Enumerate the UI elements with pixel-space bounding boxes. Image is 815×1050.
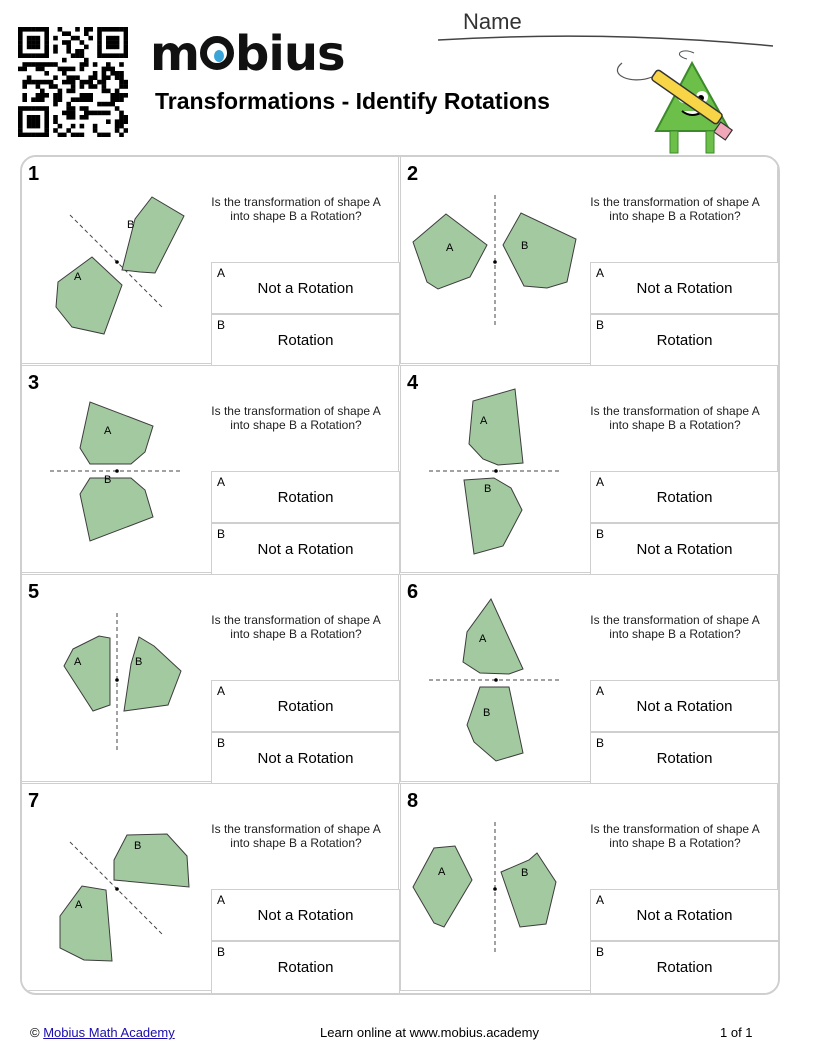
option-letter: B (217, 736, 226, 750)
option-letter: A (596, 266, 605, 280)
shape-b-label: B (521, 867, 529, 879)
shape-a-label: A (74, 271, 82, 283)
center-point (115, 469, 119, 473)
rotation-figure (401, 157, 589, 365)
shape-a (60, 886, 112, 961)
center-point (115, 260, 119, 264)
problem-number: 6 (407, 581, 419, 603)
shape-b-label: B (521, 240, 529, 252)
shape-a (413, 846, 472, 927)
answer-option-b[interactable] (590, 523, 779, 575)
option-letter: B (217, 527, 226, 541)
shape-a (56, 257, 122, 334)
shape-b-label: B (104, 474, 112, 486)
shape-a-label: A (479, 633, 487, 645)
center-point (115, 678, 119, 682)
problem-grid (20, 155, 780, 995)
shape-a-label: A (480, 415, 488, 427)
option-text: Not a Rotation (257, 750, 354, 767)
option-letter: A (217, 684, 226, 698)
problem-4 (400, 365, 778, 573)
option-letter: A (217, 266, 226, 280)
shape-b-label: B (127, 219, 135, 231)
mobius-logo: m bius (150, 26, 345, 82)
option-letter: B (596, 945, 605, 959)
option-letter: B (217, 945, 226, 959)
problem-1 (21, 156, 399, 364)
answer-option-b[interactable] (590, 941, 779, 993)
center-point (494, 678, 498, 682)
answer-option-a[interactable] (211, 262, 400, 314)
answer-option-a[interactable] (211, 471, 400, 523)
problem-number: 1 (28, 163, 40, 185)
center-point (115, 887, 119, 891)
rotation-figure (22, 784, 210, 992)
shape-a-label: A (104, 425, 112, 437)
option-text: Not a Rotation (257, 280, 354, 297)
option-letter: A (596, 684, 605, 698)
answer-option-a[interactable] (211, 680, 400, 732)
shape-a (80, 402, 153, 464)
option-text: Rotation (656, 332, 713, 349)
shape-b-label: B (484, 483, 492, 495)
shape-a (463, 599, 523, 674)
answer-option-b[interactable] (211, 314, 400, 366)
footer-page-number: 1 of 1 (720, 1025, 753, 1040)
question-text: Is the transformation of shape A into shape B a Rotation? (590, 195, 760, 223)
option-text: Rotation (656, 750, 713, 767)
shape-b (503, 213, 576, 288)
option-letter: A (217, 475, 226, 489)
problem-3 (21, 365, 399, 573)
option-text: Rotation (277, 698, 334, 715)
question-text: Is the transformation of shape A into shape B a Rotation? (590, 822, 760, 850)
shape-a (469, 389, 523, 465)
shape-b (122, 197, 184, 273)
answer-option-b[interactable] (211, 523, 400, 575)
option-letter: B (217, 318, 226, 332)
option-text: Not a Rotation (257, 907, 354, 924)
option-letter: A (217, 893, 226, 907)
answer-option-b[interactable] (211, 941, 400, 993)
option-text: Not a Rotation (636, 907, 733, 924)
problem-number: 7 (28, 790, 40, 812)
answer-option-a[interactable] (211, 889, 400, 941)
problem-2 (400, 156, 778, 364)
question-text: Is the transformation of shape A into shape B a Rotation? (211, 195, 381, 223)
option-text: Rotation (656, 959, 713, 976)
option-letter: B (596, 527, 605, 541)
shape-b-label: B (135, 656, 143, 668)
problem-5 (21, 574, 399, 782)
shape-b (467, 687, 523, 761)
shape-b-label: B (134, 840, 142, 852)
problem-number: 8 (407, 790, 419, 812)
answer-option-a[interactable] (590, 471, 779, 523)
option-letter: B (596, 736, 605, 750)
shape-b (114, 834, 189, 887)
problem-number: 2 (407, 163, 419, 185)
shape-a-label: A (75, 899, 83, 911)
option-text: Not a Rotation (636, 280, 733, 297)
center-point (493, 260, 497, 264)
shape-b (80, 478, 153, 541)
shape-b (501, 853, 556, 927)
shape-a-label: A (74, 656, 82, 668)
page-title: Transformations - Identify Rotations (155, 88, 550, 114)
option-letter: A (596, 893, 605, 907)
problem-number: 4 (407, 372, 419, 394)
problem-7 (21, 783, 399, 991)
option-text: Not a Rotation (257, 541, 354, 558)
shape-b (124, 637, 181, 711)
option-text: Not a Rotation (636, 698, 733, 715)
problem-6 (400, 574, 778, 782)
shape-b (464, 478, 522, 554)
problem-number: 3 (28, 372, 40, 394)
rotation-figure (401, 784, 589, 992)
problem-number: 5 (28, 581, 40, 603)
center-point (494, 469, 498, 473)
problem-8 (400, 783, 778, 991)
footer-website: Learn online at www.mobius.academy (320, 1025, 539, 1040)
footer-copyright (30, 1025, 175, 1040)
rotation-figure (22, 157, 210, 365)
answer-option-a[interactable] (590, 262, 779, 314)
shape-b-label: B (483, 707, 491, 719)
mobius-academy-link[interactable]: Mobius Math Academy (43, 1025, 175, 1040)
option-text: Rotation (277, 332, 334, 349)
copyright-symbol: © (30, 1025, 40, 1040)
option-text: Rotation (656, 489, 713, 506)
center-point (493, 887, 497, 891)
option-text: Rotation (277, 959, 334, 976)
shape-a-label: A (446, 242, 454, 254)
rotation-figure (401, 366, 589, 574)
name-label: Name (463, 9, 522, 34)
shape-a-label: A (438, 866, 446, 878)
answer-option-b[interactable] (590, 314, 779, 366)
option-letter: A (596, 475, 605, 489)
option-text: Not a Rotation (636, 541, 733, 558)
option-text: Rotation (277, 489, 334, 506)
question-text: Is the transformation of shape A into shape B a Rotation? (211, 822, 381, 850)
rotation-figure (401, 575, 589, 783)
rotation-figure (22, 366, 210, 574)
question-text: Is the transformation of shape A into shape B a Rotation? (211, 404, 381, 432)
pencil-triangle-mascot-icon (612, 45, 742, 157)
question-text: Is the transformation of shape A into shape B a Rotation? (590, 404, 760, 432)
question-text: Is the transformation of shape A into shape B a Rotation? (211, 613, 381, 641)
answer-option-b[interactable] (590, 732, 779, 784)
answer-option-a[interactable] (590, 680, 779, 732)
answer-option-a[interactable] (590, 889, 779, 941)
answer-option-b[interactable] (211, 732, 400, 784)
rotation-figure (22, 575, 210, 783)
qr-code-icon (18, 27, 128, 137)
option-letter: B (596, 318, 605, 332)
question-text: Is the transformation of shape A into shape B a Rotation? (590, 613, 760, 641)
shape-a (64, 636, 110, 711)
